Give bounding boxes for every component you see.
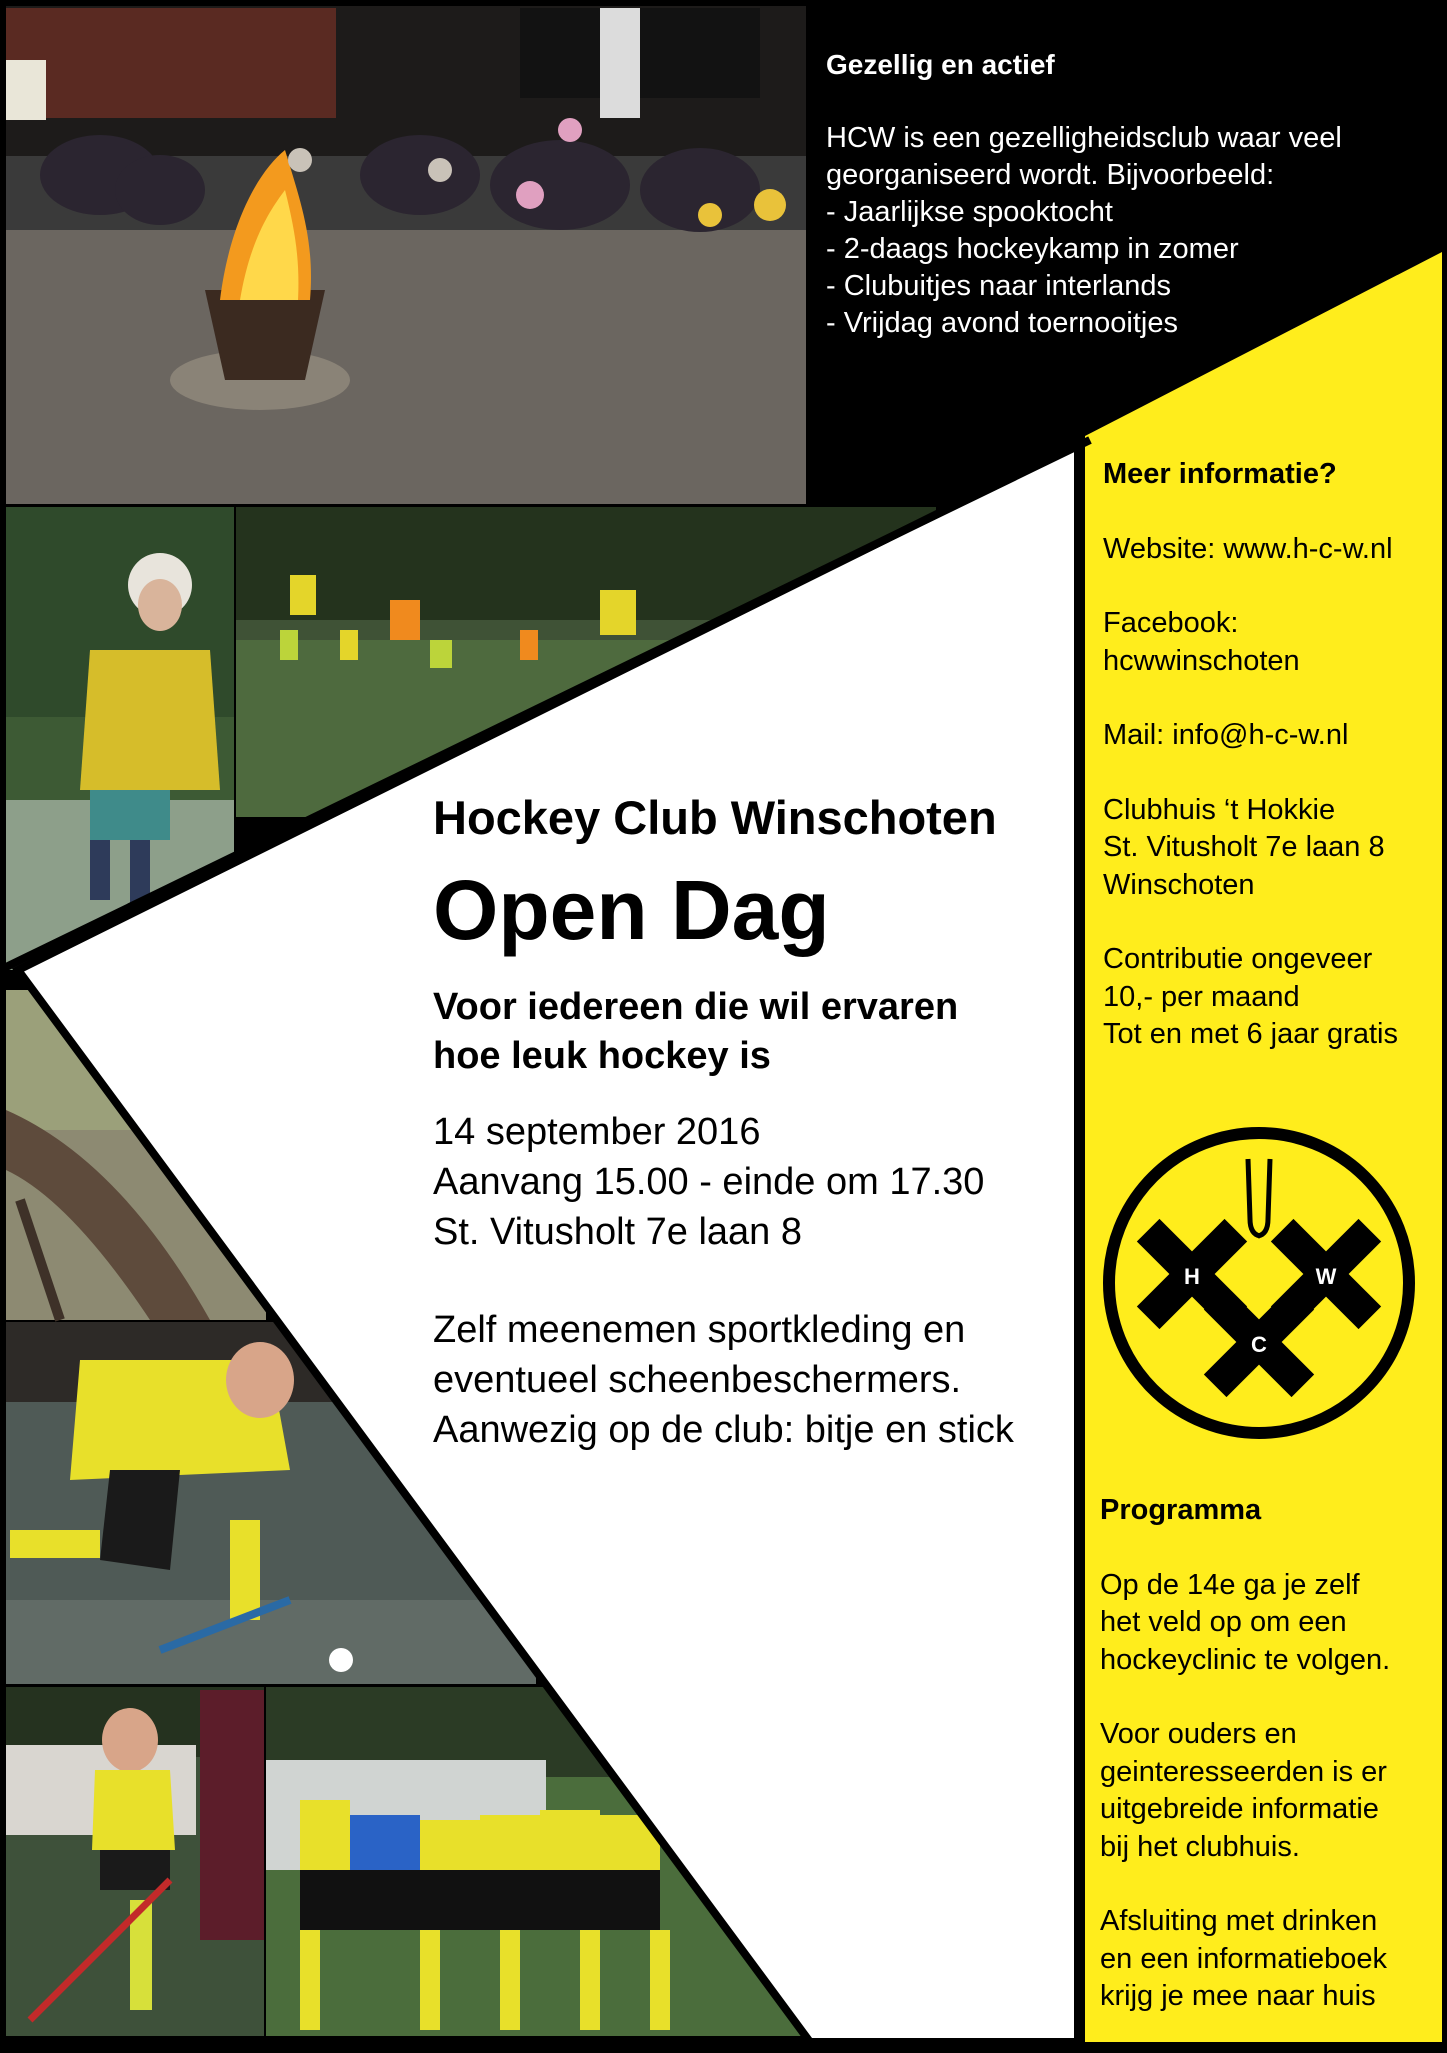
facebook-handle[interactable]: hcwwinschoten xyxy=(1103,644,1300,677)
program-line: uitgebreide informatie xyxy=(1100,1793,1379,1825)
club-name: Hockey Club Winschoten xyxy=(433,791,997,844)
website-link[interactable]: Website: www.h-c-w.nl xyxy=(1103,532,1393,565)
activity-item: - Jaarlijkse spooktocht xyxy=(826,196,1113,228)
address-line: Clubhuis ‘t Hokkie xyxy=(1103,793,1336,826)
mail-link[interactable]: Mail: info@h-c-w.nl xyxy=(1103,719,1349,751)
intro-line: HCW is een gezelligheidsclub waar veel xyxy=(826,122,1342,154)
bring-line: Zelf meenemen sportkleding en xyxy=(433,1309,966,1351)
program-section xyxy=(1100,1492,1430,2053)
campfire-photo xyxy=(6,6,806,504)
subtitle-line: hoe leuk hockey is xyxy=(433,1035,771,1077)
program-line: bij het clubhuis. xyxy=(1100,1830,1300,1863)
event-announcement xyxy=(433,790,1073,1455)
activity-item: - 2-daags hockeykamp in zomer xyxy=(826,233,1239,265)
facebook-label: Facebook: xyxy=(1103,607,1239,639)
bring-line: eventueel scheenbeschermers. xyxy=(433,1359,962,1401)
event-subtitle xyxy=(433,983,1073,1081)
program-line: en een informatieboek xyxy=(1100,1942,1387,1975)
logo-letter-h: H xyxy=(1184,1264,1200,1289)
event-date: 14 september 2016 xyxy=(433,1111,761,1153)
info-heading: Meer informatie? xyxy=(1103,458,1337,490)
contact-info xyxy=(1103,456,1433,1091)
intro-heading: Gezellig en actief xyxy=(826,49,1055,80)
fee-line: Tot en met 6 jaar gratis xyxy=(1103,1018,1398,1050)
event-title: Open Dag xyxy=(433,863,830,957)
program-heading: Programma xyxy=(1100,1494,1262,1526)
bring-line: Aanwezig op de club: bitje en stick xyxy=(433,1409,1014,1451)
program-line: krijg je mee naar huis xyxy=(1100,1980,1376,2012)
club-intro-section xyxy=(826,46,1426,342)
activity-item: - Clubuitjes naar interlands xyxy=(826,270,1171,302)
program-line: hockeyclinic te volgen. xyxy=(1100,1643,1391,1676)
intro-line: georganiseerd wordt. Bijvoorbeeld: xyxy=(826,159,1275,191)
subtitle-line: Voor iedereen die wil ervaren xyxy=(433,986,959,1028)
logo-letter-w: W xyxy=(1315,1264,1337,1289)
program-line: het veld op om een xyxy=(1100,1606,1347,1638)
program-line: Op de 14e ga je zelf xyxy=(1100,1568,1360,1601)
program-line: Voor ouders en xyxy=(1100,1718,1297,1750)
forward-photo xyxy=(6,1687,264,2036)
fee-line: 10,- per maand xyxy=(1103,980,1300,1013)
event-location: St. Vitusholt 7e laan 8 xyxy=(433,1211,802,1253)
fee-line: Contributie ongeveer xyxy=(1103,943,1373,975)
address-line: St. Vitusholt 7e laan 8 xyxy=(1103,831,1385,863)
club-logo xyxy=(1100,1124,1418,1442)
logo-letter-c: C xyxy=(1251,1332,1267,1357)
program-line: Afsluiting met drinken xyxy=(1100,1905,1378,1937)
what-to-bring xyxy=(433,1305,1073,1455)
activity-item: - Vrijdag avond toernooitjes xyxy=(826,307,1178,339)
address-line: Winschoten xyxy=(1103,868,1255,901)
event-time: Aanvang 15.00 - einde om 17.30 xyxy=(433,1161,985,1203)
event-details xyxy=(433,1107,1073,1257)
program-line: geinteresseerden is er xyxy=(1100,1755,1387,1788)
